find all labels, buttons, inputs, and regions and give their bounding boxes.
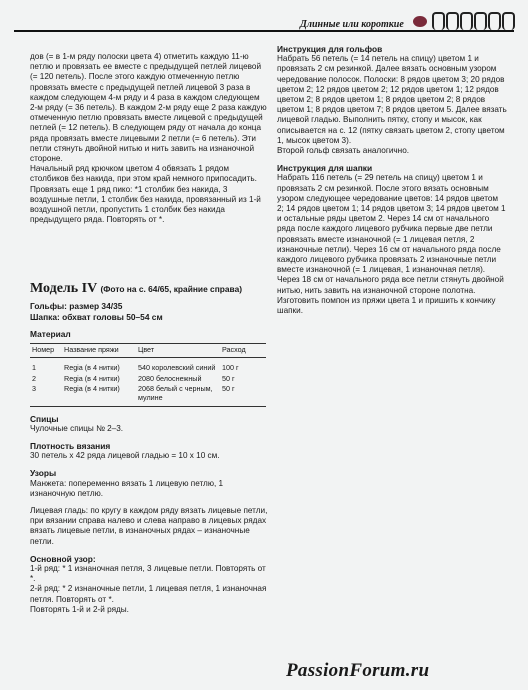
binding-spiral-icon — [474, 12, 487, 30]
cuff-text: Манжета: попеременно вязать 1 лицевую петлю, 1 изнаночную петлю. — [30, 478, 224, 498]
material-title: Материал — [30, 328, 71, 339]
header-title: Длинные или короткие — [300, 19, 404, 30]
watermark: PassionForum.ru — [286, 660, 430, 681]
main-pattern-title: Основной узор: — [30, 553, 96, 564]
binding-spiral-icon — [446, 12, 459, 30]
table-cell: 3 — [30, 384, 62, 406]
needles-text: Чулочные спицы № 2–3. — [30, 423, 124, 433]
table-cell: Regia (в 4 нитки) — [64, 373, 120, 383]
model-subtitle: (Фото на с. 64/65, крайние справа) — [100, 284, 243, 295]
hat-text: Набрать 116 петель (= 29 петель на спицу) цветом 1 и провязать 2 см резинкой. После этого вязать основным узором следующее чередование цветов: 14 рядов цветом 2; 14 рядов цветом 1; 14 рядов цветом 3; 14 рядов цветом 1 и остальные ряды цветом 2. Через 14 см от начального ряда после каждого лицевого рубчика первые две петли провязать вместе изнаночной (= 1 лицевая петля, 2 изнаночные петли). Через 16 см от начального ряда после каждого лицевого рубчика провязать 2 изнаночные петли вместе изнаночной (= 1 лицевая, 1 изнаночная петля). Через 18 см от начального ряда все петли стянуть двойной нитью, нить завить на изнаночной стороне полотна. Изготовить помпон из пряжи цвета 1 и пришить к кончику шапки. — [277, 173, 506, 316]
crochet-text: Начальный ряд крючком цветом 4 обвязать 1 рядом столбиков без накида, при этом край немного припосадить. Провязать еще 1 ряд пико: *1 столбик без накида, 3 воздушные петли, 1 столбик без накида, провязанный из 1-й воздушной петли, пропустить 1 столбик без накида предыдущего ряда. Повторять от *. — [30, 164, 261, 225]
row1-text: 1-й ряд: * 1 изнаночная петля, 3 лицевые петли. Повторять от *. — [30, 563, 266, 584]
repeat-text: Повторять 1-й и 2-й ряды. — [30, 604, 129, 614]
table-cell: 540 королевский синий — [138, 363, 216, 373]
model-heading — [30, 281, 268, 297]
binding-spiral-icon — [432, 12, 445, 30]
binding-spiral-icon — [502, 12, 515, 30]
golf2-text: Второй гольф связать аналогично. — [277, 146, 410, 156]
table-cell: 2 — [32, 373, 36, 383]
table-row — [30, 384, 266, 406]
density-text: 30 петель x 42 ряда лицевой гладью = 10 x 10 см. — [30, 451, 220, 461]
table-header: Название пряжи — [62, 344, 136, 358]
row2-text: 2-й ряд: * 2 изнаночные петли, 1 лицевая петля, 1 изнаночная петля. Повторять от *. — [30, 584, 267, 604]
left-column — [30, 52, 268, 615]
table-cell: 1 — [32, 363, 36, 373]
table-cell: 50 г — [222, 373, 235, 383]
sizes-hat: Шапка: обхват головы 50–54 см — [30, 311, 163, 322]
table-header: Цвет — [136, 344, 220, 358]
golf-text: Набрать 56 петель (= 14 петель на спицу) цветом 1 и провязать 2 см резинкой. Далее вязать основным узором чередование полосок. Полоски: 8 рядов цветом 3; 20 рядов цветом 2; 12 рядов цветом 2; 12 рядов цветом 1; 12 рядов цветом 2; 8 рядов цветом 1; 8 рядов цветом 2; 8 рядов цветом 1; 8 рядов цветом 7; 8 рядов цветом 5. Далее вязать лицевой гладью. Выполнить пятку, стопу и мысок, как описывается на с. 12 (пятку связать цветом 2, стопу цветом 1, мысок цветом 3). — [277, 54, 507, 145]
binding-spiral-icon — [488, 12, 501, 30]
table-cell: Regia (в 4 нитки) — [62, 384, 136, 406]
header-rule — [14, 30, 514, 32]
hat-title: Инструкция для шапки — [277, 163, 373, 174]
patterns-title: Узоры — [30, 468, 57, 479]
model-title: Модель IV — [30, 281, 97, 297]
density-title: Плотность вязания — [30, 440, 111, 451]
table-cell: Regia (в 4 нитки) — [64, 363, 120, 373]
table-header-row — [30, 344, 266, 358]
binding-spiral-icon — [460, 12, 473, 30]
needles-title: Спицы — [30, 413, 59, 424]
table-cell: 50 г — [220, 384, 266, 406]
right-column — [277, 44, 507, 316]
sizes-golf: Гольфы: размер 34/35 — [30, 301, 123, 312]
intro-text: дов (= в 1-м ряду полоски цвета 4) отметить каждую 11-ю петлю и провязать ее вместе с предыдущей петлей лицевой (= 120 петель). После этого каждую отмеченную петлю провязать вместе с предыдущей петлей лицевой 3 раза в каждом следующем 4-м ряду и 4 раза в каждом следующем 2-м ряду (= 36 петель). В каждом 2-м ряду еще 2 раза каждую отмеченную петлю провязать вместе лицевой с предыдущей петлей (= 12 петель). В следующем ряду от начала до конца ряда провязать вместе лицевыми 2 петли (= 6 петель). Эти петли стянуть двойной нитью и нить завить на изнаночной стороне. — [30, 52, 267, 164]
table-header: Номер — [30, 344, 62, 358]
table-cell: 2080 белоснежный — [138, 373, 202, 383]
table-cell: 2068 белый с черным, мулине — [136, 384, 220, 406]
table-header: Расход — [220, 344, 266, 358]
yarn-ball-icon — [413, 16, 427, 27]
table-cell: 100 г — [222, 363, 239, 373]
golf-title: Инструкция для гольфов — [277, 44, 383, 54]
table-row — [30, 363, 266, 374]
stockinette-text: Лицевая гладь: по кругу в каждом ряду вязать лицевые петли, при вязании справа налево и слева направо в лицевых рядах вязать лицевые петли, в изнаночных рядах – изнаночные петли. — [30, 505, 268, 546]
table-row — [30, 374, 266, 385]
material-table — [30, 343, 266, 406]
